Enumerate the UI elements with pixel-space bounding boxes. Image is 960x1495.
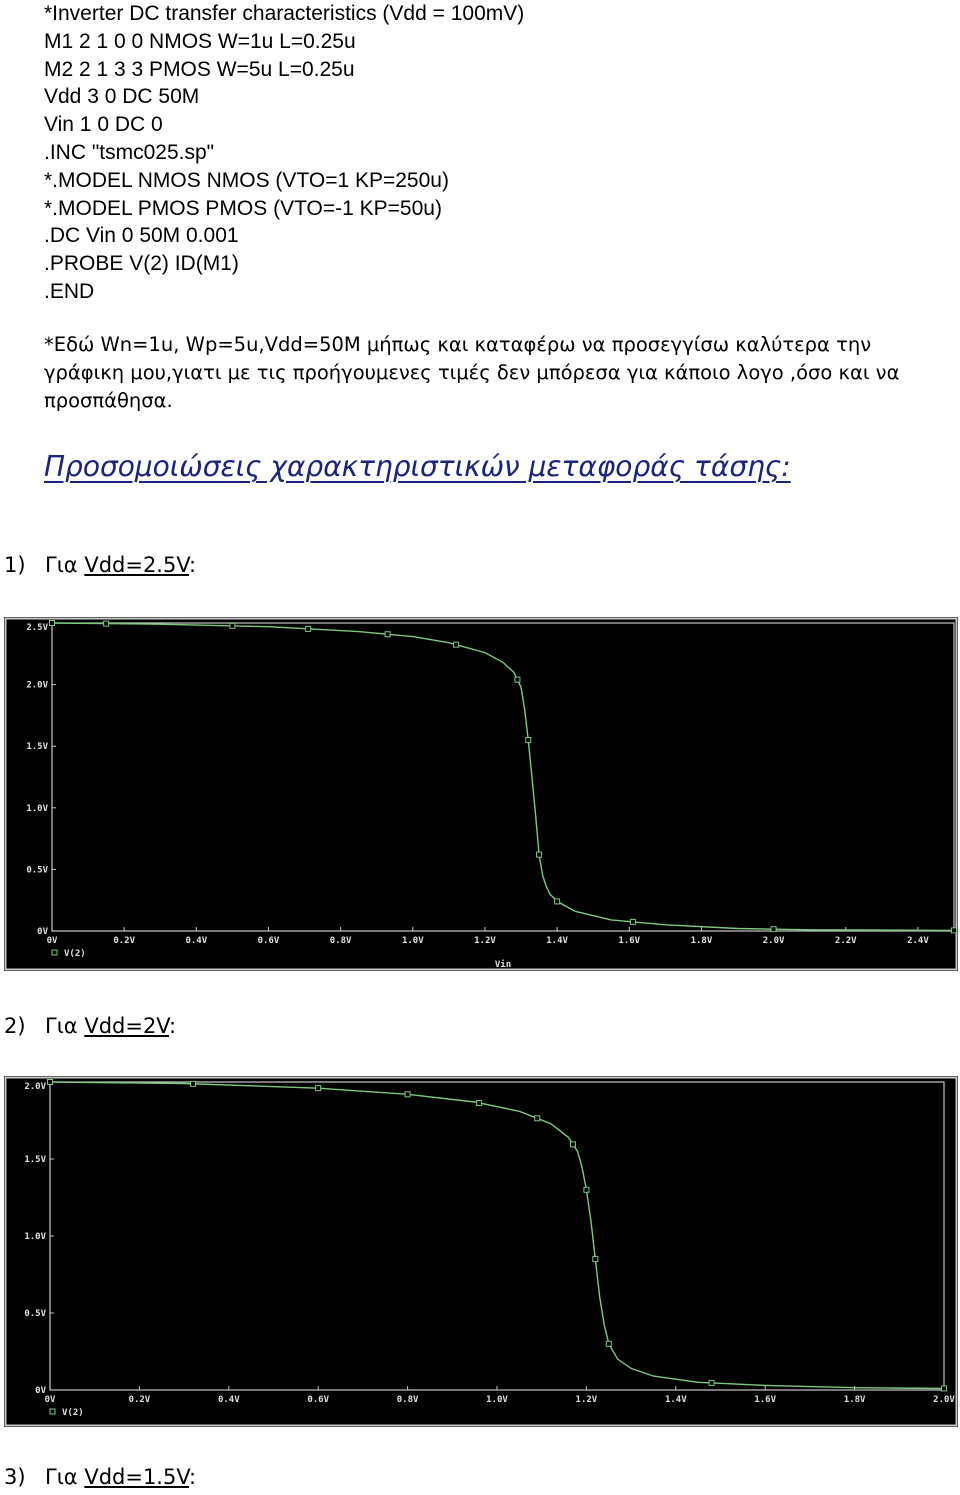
data-point-marker — [942, 1386, 947, 1391]
y-tick-label: 1.0V — [24, 1232, 46, 1242]
section-number: 1) — [4, 553, 26, 577]
netlist-line: .INC "tsmc025.sp" — [44, 140, 215, 164]
data-point-marker — [104, 621, 109, 626]
y-tick-label: 2.0V — [24, 1082, 46, 1092]
x-tick-label: 1.6V — [618, 936, 641, 946]
x-tick-label: 0.2V — [128, 1395, 151, 1405]
plot-background — [4, 617, 958, 971]
x-tick-label: 2.2V — [834, 936, 857, 946]
y-tick-label: 0V — [37, 927, 48, 937]
x-tick-label: 0.4V — [185, 936, 208, 946]
x-tick-label: 0V — [44, 1395, 56, 1405]
x-tick-label: 1.4V — [546, 936, 568, 946]
x-tick-label: 0V — [46, 936, 58, 946]
spice-netlist — [44, 0, 524, 306]
data-point-marker — [526, 738, 531, 743]
data-point-marker — [405, 1092, 410, 1097]
data-point-marker — [771, 927, 776, 932]
x-axis-label: Vin — [494, 960, 512, 970]
y-tick-label: 1.5V — [24, 1155, 46, 1165]
netlist-line: *.MODEL NMOS NMOS (VTO=1 KP=250u) — [44, 168, 449, 192]
section-1-label — [4, 553, 196, 577]
section-number: 2) — [4, 1014, 26, 1038]
data-point-marker — [316, 1086, 321, 1091]
section-vdd-link[interactable]: Vdd=2.5V — [84, 553, 189, 577]
data-point-marker — [630, 919, 635, 924]
legend-label: V(2) — [64, 949, 86, 959]
netlist-line: *Inverter DC transfer characteristics (Vdd = 100mV) — [44, 2, 525, 25]
section-3-label — [4, 1465, 196, 1489]
plot-background — [4, 1076, 958, 1427]
data-point-marker — [385, 632, 390, 637]
y-tick-label: 0.5V — [24, 1309, 46, 1319]
netlist-line: .PROBE V(2) ID(M1) — [44, 252, 239, 276]
data-point-marker — [606, 1341, 611, 1346]
y-tick-label: 0.5V — [26, 865, 48, 876]
x-tick-label: 1.6V — [754, 1395, 777, 1405]
x-tick-label: 0.8V — [329, 936, 352, 946]
data-point-marker — [709, 1380, 714, 1385]
x-tick-label: 2.0V — [933, 1395, 955, 1405]
section-prefix: Για — [45, 1465, 85, 1489]
section-2-label — [4, 1014, 176, 1038]
data-point-marker — [570, 1142, 575, 1147]
x-tick-label: 0.6V — [307, 1395, 330, 1405]
legend-label: V(2) — [62, 1408, 84, 1418]
x-tick-label: 2.0V — [762, 936, 785, 946]
x-tick-label: 1.8V — [843, 1395, 866, 1405]
data-point-marker — [555, 899, 560, 904]
data-point-marker — [593, 1257, 598, 1262]
x-tick-label: 0.4V — [217, 1395, 240, 1405]
plot-canvas — [4, 1076, 958, 1427]
y-tick-label: 1.5V — [26, 742, 48, 753]
data-point-marker — [537, 852, 542, 857]
section-prefix: Για — [45, 553, 85, 577]
data-point-marker — [515, 677, 520, 682]
x-tick-label: 2.4V — [907, 936, 929, 946]
netlist-line: Vdd 3 0 DC 50M — [44, 85, 200, 109]
data-point-marker — [584, 1187, 589, 1192]
netlist-line: M2 2 1 3 3 PMOS W=5u L=0.25u — [44, 57, 355, 81]
y-tick-label: 2.0V — [26, 680, 48, 691]
x-tick-label: 1.0V — [401, 936, 424, 946]
x-tick-label: 0.6V — [257, 936, 280, 946]
x-tick-label: 1.4V — [664, 1395, 687, 1405]
data-point-marker — [477, 1100, 482, 1105]
x-tick-label: 1.8V — [690, 936, 713, 946]
transfer-plot-vdd-2-5 — [4, 617, 958, 971]
data-point-marker — [230, 623, 235, 628]
netlist-line: Vin 1 0 DC 0 — [44, 113, 163, 137]
section-prefix: Για — [45, 1014, 85, 1038]
section-vdd-link[interactable]: Vdd=2V — [84, 1014, 169, 1038]
data-point-marker — [306, 626, 311, 631]
section-vdd-link[interactable]: Vdd=1.5V — [84, 1465, 189, 1489]
data-point-marker — [48, 1080, 53, 1085]
data-point-marker — [454, 642, 459, 647]
netlist-line: .DC Vin 0 50M 0.001 — [44, 224, 239, 248]
y-tick-label: 0V — [35, 1386, 46, 1396]
x-tick-label: 1.0V — [486, 1395, 508, 1405]
y-tick-label: 1.0V — [26, 803, 48, 814]
data-point-marker — [535, 1116, 540, 1121]
plot-canvas — [4, 617, 958, 971]
y-tick-label: 2.5V — [26, 623, 48, 633]
section-suffix: : — [168, 1014, 177, 1038]
x-tick-label: 1.2V — [575, 1395, 598, 1405]
x-tick-label: 0.8V — [396, 1395, 419, 1405]
netlist-line: *.MODEL PMOS PMOS (VTO=-1 KP=50u) — [44, 196, 442, 220]
section-suffix: : — [189, 1465, 197, 1489]
section-heading: Προσομοιώσεις χαρακτηριστικών μεταφοράς τάσης: — [44, 450, 791, 483]
transfer-plot-vdd-2 — [4, 1076, 958, 1427]
data-point-marker — [952, 928, 957, 933]
author-note: *Εδώ Wn=1u, Wp=5u,Vdd=50M μήπως και καταφέρω να προσεγγίσω καλύτερα την γράφικη μου,γιατι με τις προήγουμενες τιμές δεν μπόρεσα για κάποιο λογο ,όσο και να προσπάθησα. — [44, 333, 900, 412]
netlist-line: .END — [44, 279, 95, 303]
data-point-marker — [191, 1081, 196, 1086]
x-tick-label: 0.2V — [113, 936, 136, 946]
section-suffix: : — [189, 553, 197, 577]
section-number: 3) — [4, 1465, 26, 1489]
x-tick-label: 1.2V — [474, 936, 496, 946]
data-point-marker — [50, 621, 55, 626]
netlist-line: M1 2 1 0 0 NMOS W=1u L=0.25u — [44, 29, 356, 53]
